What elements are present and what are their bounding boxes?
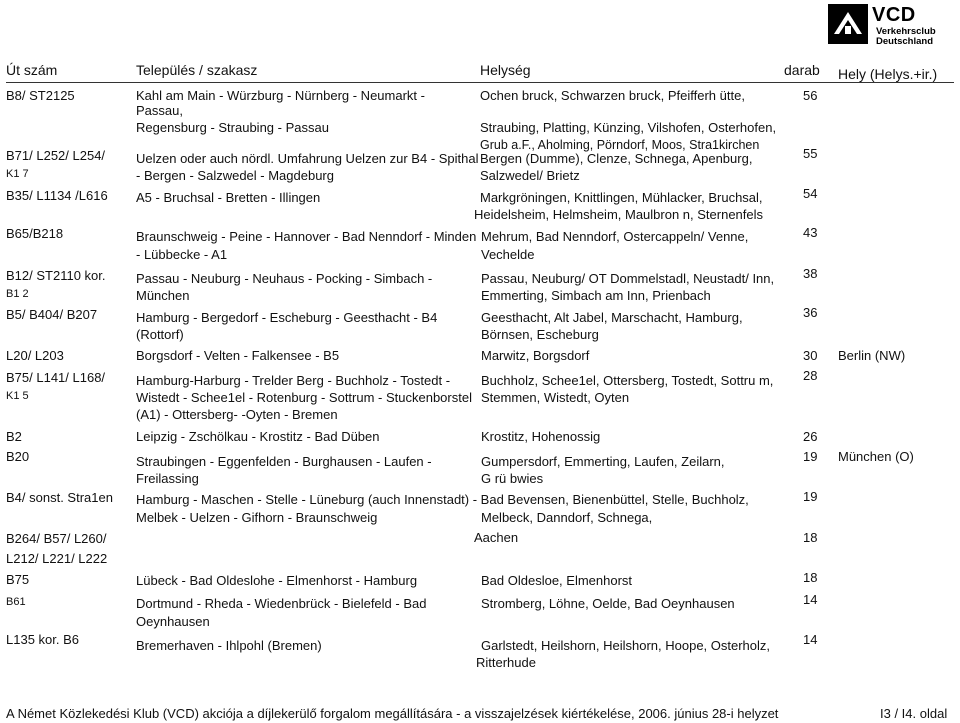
row13-section-1: Lübeck - Bad Oldeslohe - Elmenhorst - Hamburg: [136, 573, 418, 588]
row5-place-2: Emmerting, Simbach am Inn, Prienbach: [481, 288, 711, 303]
row8-section-1: Hamburg-Harburg - Trelder Berg - Buchholz - Tostedt -: [136, 373, 451, 388]
row2-section-2: - Bergen - Salzwedel - Magdeburg: [136, 168, 334, 183]
row8-route-1: B75/ L141/ L168/: [6, 370, 106, 385]
row5-route-2: B1 2: [6, 288, 29, 300]
vcd-logo: [828, 4, 956, 48]
row5-route-1: B12/ ST2110 kor.: [6, 268, 106, 283]
row15-place-2: Ritterhude: [476, 655, 536, 670]
header-extra: Hely (Helys.+ir.): [838, 66, 938, 82]
row2-place-1: Bergen (Dumme), Clenze, Schnega, Apenburg,: [480, 151, 753, 166]
row6-section-1: Hamburg - Bergedorf - Escheburg - Geesthacht - B4: [136, 310, 438, 325]
row2-route-2: K1 7: [6, 168, 29, 180]
row14-section-2: Oeynhausen: [136, 614, 210, 629]
row8-count: 28: [803, 368, 818, 383]
row10-place-1: Gumpersdorf, Emmerting, Laufen, Zeilarn,: [481, 454, 725, 469]
row11-section-1: Hamburg - Maschen - Stelle - Lüneburg (auch Innenstadt) - Bad Bevensen, Bienenbüttel, Stelle, Buchholz,: [136, 492, 749, 507]
row1-section-1: Kahl am Main - Würzburg - Nürnberg - Neumarkt -: [136, 88, 425, 103]
row12-route-1: B264/ B57/ L260/: [6, 531, 107, 546]
header-count: darab: [784, 62, 820, 78]
row14-route: B61: [6, 596, 26, 608]
row11-route: B4/ sonst. Stra1en: [6, 490, 113, 505]
row15-count: 14: [803, 632, 818, 647]
row14-section-1: Dortmund - Rheda - Wiedenbrück - Bielefeld - Bad: [136, 596, 427, 611]
row7-route: L20/ L203: [6, 348, 64, 363]
row15-section-1: Bremerhaven - Ihlpohl (Bremen): [136, 638, 322, 653]
row4-place-1: Mehrum, Bad Nenndorf, Ostercappeln/ Venne,: [481, 229, 749, 244]
row1-section-3: Regensburg - Straubing - Passau: [136, 120, 329, 135]
row7-section-1: Borgsdorf - Velten - Falkensee - B5: [136, 348, 340, 363]
header-place: Helység: [480, 62, 531, 78]
row10-section-2: Freilassing: [136, 471, 199, 486]
row9-route: B2: [6, 429, 22, 444]
row2-section-1: Uelzen oder auch nördl. Umfahrung Uelzen zur B4 - Spithal: [136, 151, 479, 166]
header-divider: [6, 82, 954, 83]
row1-place-3: Grub a.F., Aholming, Pörndorf, Moos, Stra1kirchen: [480, 138, 760, 152]
row3-place-1: Markgröningen, Knittlingen, Mühlacker, Bruchsal,: [480, 190, 763, 205]
row4-route: B65/B218: [6, 226, 64, 241]
row8-section-3: (A1) - Ottersberg- -Oyten - Bremen: [136, 407, 338, 422]
row2-route-1: B71/ L252/ L254/: [6, 148, 106, 163]
row2-count: 55: [803, 146, 818, 161]
row4-section-1: Braunschweig - Peine - Hannover - Bad Nenndorf - Minden: [136, 229, 477, 244]
row14-count: 14: [803, 592, 818, 607]
row8-place-1: Buchholz, Schee1el, Ottersberg, Tostedt, Sottru m,: [481, 373, 774, 388]
row6-place-1: Geesthacht, Alt Jabel, Marschacht, Hamburg,: [481, 310, 743, 325]
row3-section-1: A5 - Bruchsal - Bretten - Illingen: [136, 190, 321, 205]
row7-place-1: Marwitz, Borgsdorf: [481, 348, 590, 363]
row1-count: 56: [803, 88, 818, 103]
row12-count: 18: [803, 530, 818, 545]
row6-section-2: (Rottorf): [136, 327, 184, 342]
row14-place-1: Stromberg, Löhne, Oelde, Bad Oeynhausen: [481, 596, 735, 611]
row3-count: 54: [803, 186, 818, 201]
row12-route-2: L212/ L221/ L222: [6, 551, 108, 566]
logo-subtitle: [876, 27, 936, 47]
row9-section-1: Leipzig - Zschölkau - Krostitz - Bad Düben: [136, 429, 380, 444]
row5-section-1: Passau - Neuburg - Neuhaus - Pocking - Simbach -: [136, 271, 433, 286]
row6-place-2: Börnsen, Escheburg: [481, 327, 599, 342]
row13-route: B75: [6, 572, 30, 587]
row7-count: 30: [803, 348, 818, 363]
row15-route: L135 kor. B6: [6, 632, 79, 647]
row8-place-2: Stemmen, Wistedt, Oyten: [481, 390, 630, 405]
row1-place-1: Ochen bruck, Schwarzen bruck, Pfeifferh ütte,: [480, 88, 745, 103]
row5-place-1: Passau, Neuburg/ OT Dommelstadl, Neustadt/ Inn,: [481, 271, 775, 286]
vcd-logo-mark-icon: [828, 4, 868, 44]
logo-title: VCD: [872, 4, 916, 26]
row4-count: 43: [803, 225, 818, 240]
row6-count: 36: [803, 305, 818, 320]
row15-place-1: Garlstedt, Heilshorn, Heilshorn, Hoope, Osterholz,: [481, 638, 771, 653]
row11-section-2: Melbek - Uelzen - Gifhorn - Braunschweig: [136, 510, 378, 525]
row13-count: 18: [803, 570, 818, 585]
row7-extra: Berlin (NW): [838, 348, 906, 363]
header-section: Település / szakasz: [136, 62, 258, 78]
row1-place-2: Straubing, Platting, Künzing, Vilshofen, Osterhofen,: [480, 120, 777, 135]
row4-section-2: - Lübbecke - A1: [136, 247, 228, 262]
row5-section-2: München: [136, 288, 190, 303]
row10-route: B20: [6, 449, 30, 464]
row11-place-2: Melbeck, Danndorf, Schnega,: [481, 510, 653, 525]
row3-route: B35/ L1134 /L616: [6, 188, 108, 203]
row10-section-1: Straubingen - Eggenfelden - Burghausen - Laufen -: [136, 454, 432, 469]
footer-page: I3 / I4. oldal: [880, 706, 948, 721]
row10-place-2: G rü bwies: [481, 471, 544, 486]
row1-route: B8/ ST2125: [6, 88, 75, 103]
row8-route-2: K1 5: [6, 390, 29, 402]
footer-text: A Német Közlekedési Klub (VCD) akciója a díjlekerülő forgalom megállítására - a visszajelzések kiértékelése, 2006. június 28-i helyzet: [6, 706, 779, 721]
logo-subtitle-line2: Deutschland: [876, 36, 934, 47]
row1-section-2: Passau,: [136, 103, 183, 118]
row9-count: 26: [803, 429, 818, 444]
row3-place-2: Heidelsheim, Helmsheim, Maulbron n, Sternenfels: [474, 207, 764, 222]
row10-count: 19: [803, 449, 818, 464]
logo-subtitle-line1: Verkehrsclub: [876, 26, 936, 37]
row5-count: 38: [803, 266, 818, 281]
row11-count: 19: [803, 489, 818, 504]
row13-place-1: Bad Oldesloe, Elmenhorst: [481, 573, 633, 588]
row6-route: B5/ B404/ B207: [6, 307, 98, 322]
row9-place-1: Krostitz, Hohenossig: [481, 429, 601, 444]
row4-place-2: Vechelde: [481, 247, 535, 262]
row10-extra: München (O): [838, 449, 914, 464]
row2-place-2: Salzwedel/ Brietz: [480, 168, 580, 183]
row12-place-1: Aachen: [474, 530, 519, 545]
header-route: Út szám: [6, 62, 58, 78]
row8-section-2: Wistedt - Schee1el - Rotenburg - Sottrum - Stuckenborstel: [136, 390, 472, 405]
vcd-logo-text: [872, 4, 958, 48]
